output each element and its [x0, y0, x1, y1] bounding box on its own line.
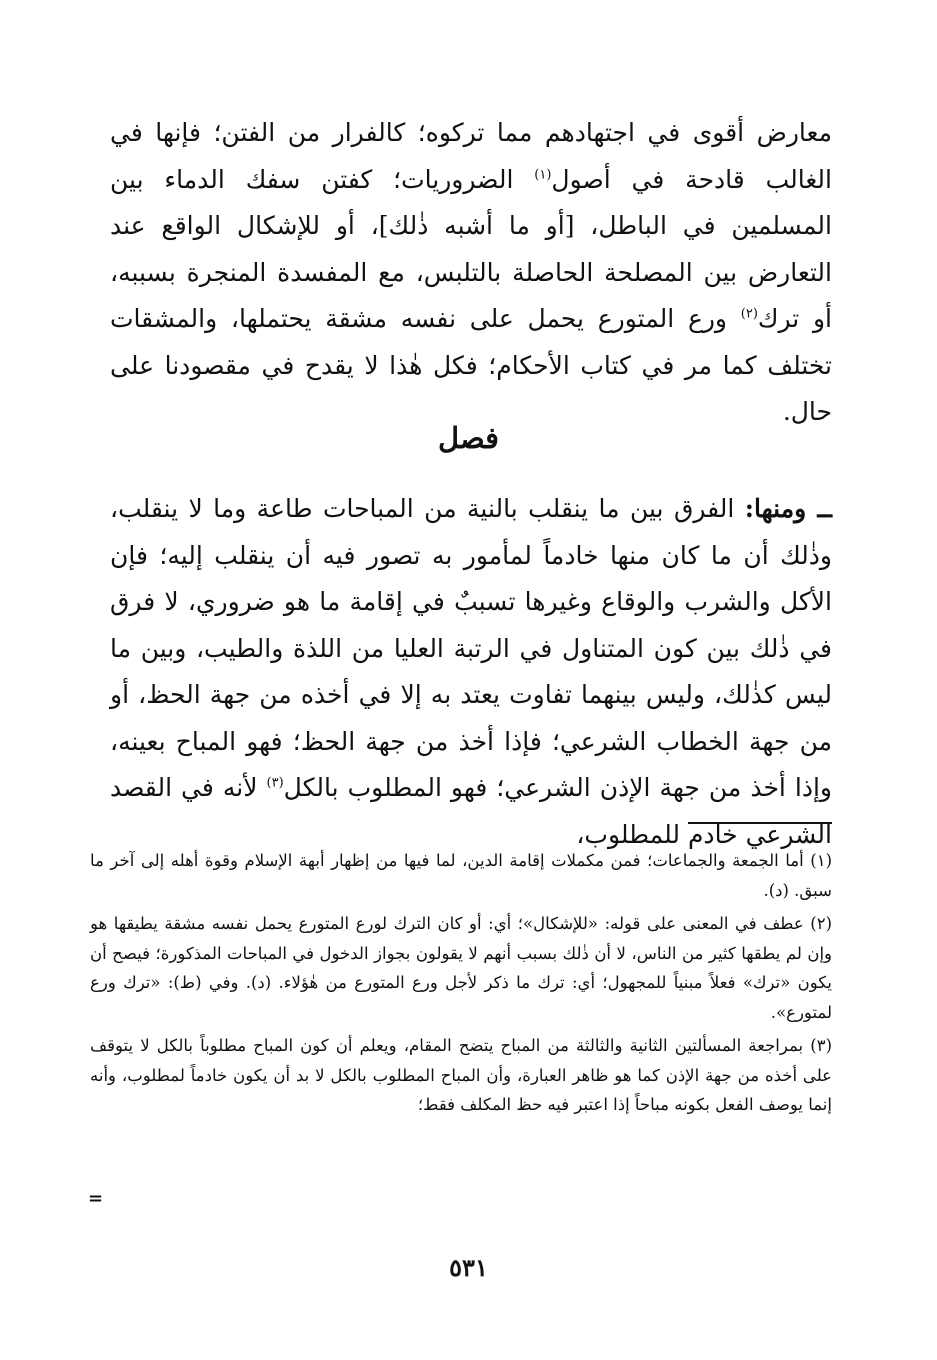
paragraph-text: لأنه في القصد الشرعي خادم للمطلوب،: [110, 773, 832, 849]
footnote-continuation-mark: =: [88, 1188, 104, 1209]
body-text-block-1: [110, 110, 832, 436]
paragraph-text: الضروريات؛ كفتن سفك الدماء بين المسلمين في الباطل، [أو ما أشبه ذٰلك]، أو للإشكال الواقع عند التعارض بين المصلحة الحاصلة بالتلبس، مع المفسدة المنجرة بسببه، أو ترك: [110, 164, 833, 333]
footnote: (٢) عطف في المعنى على قوله: «للإشكال»؛ أي: أو كان الترك لورع المتورع يحمل نفسه مشقة يطيقها هو وإن لم يطقها كثير من الناس، لا أن ذٰلك بسبب أنهم لا يقولون بجواز الدخول في المباحات المذكورة؛ فيصح أن يكون «ترك» فعلاً مبنياً للمجهول؛ أي: ترك ما ذكر لأجل ورع المتورع من هٰؤلاء. (د). وفي (ط): «ترك ورع لمتورع».: [90, 914, 832, 1022]
paragraph-text: الفرق بين ما ينقلب بالنية من المباحات طاعة وما لا ينقلب، وذٰلك أن ما كان منها خادماً لمأمور به تصور فيه أن ينقلب إليه؛ فإن الأكل والشرب والوقاع وغيرها تسببٌ في إقامة ما هو ضروري، لا فرق في ذٰلك بين كون المتناول في الرتبة العليا من اللذة والطيب، وبين ما ليس كذٰلك، وليس بينهما تفاوت يعتد به إلا في أخذه من جهة الحظ، أو من جهة الخطاب الشرعي؛ فإذا أخذ من جهة الحظ؛ فهو المباح بعينه، وإذا أخذ من جهة الإذن الشرعي؛ فهو المطلوب بالكل: [110, 494, 833, 802]
footnotes: [90, 846, 832, 1124]
paragraph-lead-in: ــ ومنها:: [744, 494, 832, 523]
paragraph: [110, 486, 832, 858]
paragraph-text: ورع المتورع يحمل على نفسه مشقة يحتملها، والمشقات تختلف كما مر في كتاب الأحكام؛ فكل هٰذا لا يقدح في مقصودنا على حال.: [110, 304, 832, 426]
footnote: (١) أما الجمعة والجماعات؛ فمن مكملات إقامة الدين، لما فيها من إظهار أبهة الإسلام وقوة أهله إلى آخر ما سبق. (د).: [90, 851, 832, 900]
body-text-block-2: [110, 486, 832, 858]
footnote-reference: (٢): [740, 306, 758, 322]
footnote: (٣) بمراجعة المسألتين الثانية والثالثة من المباح يتضح المقام، ويعلم أن كون المباح مطلوباً بالكل لا يتوقف على أخذه من جهة الإذن كما هو ظاهر العبارة، وأن المباح المطلوب بالكل لا بد أن يكون خادماً لمطلوب، وأنه إنما يوصف الفعل بكونه مباحاً إذا اعتبر فيه حظ المكلف فقط؛: [90, 1036, 832, 1114]
page-number: ٥٣١: [449, 1253, 488, 1282]
paragraph: [110, 110, 832, 436]
footnote-separator: [688, 822, 832, 824]
footnote-reference: (١): [534, 167, 552, 183]
section-heading: فصل: [438, 421, 499, 455]
footnote-reference: (٣): [266, 775, 284, 791]
paragraph-text: معارض أقوى في اجتهادهم مما تركوه؛ كالفرار من الفتن؛ فإنها في الغالب قادحة في أصول: [110, 118, 832, 194]
